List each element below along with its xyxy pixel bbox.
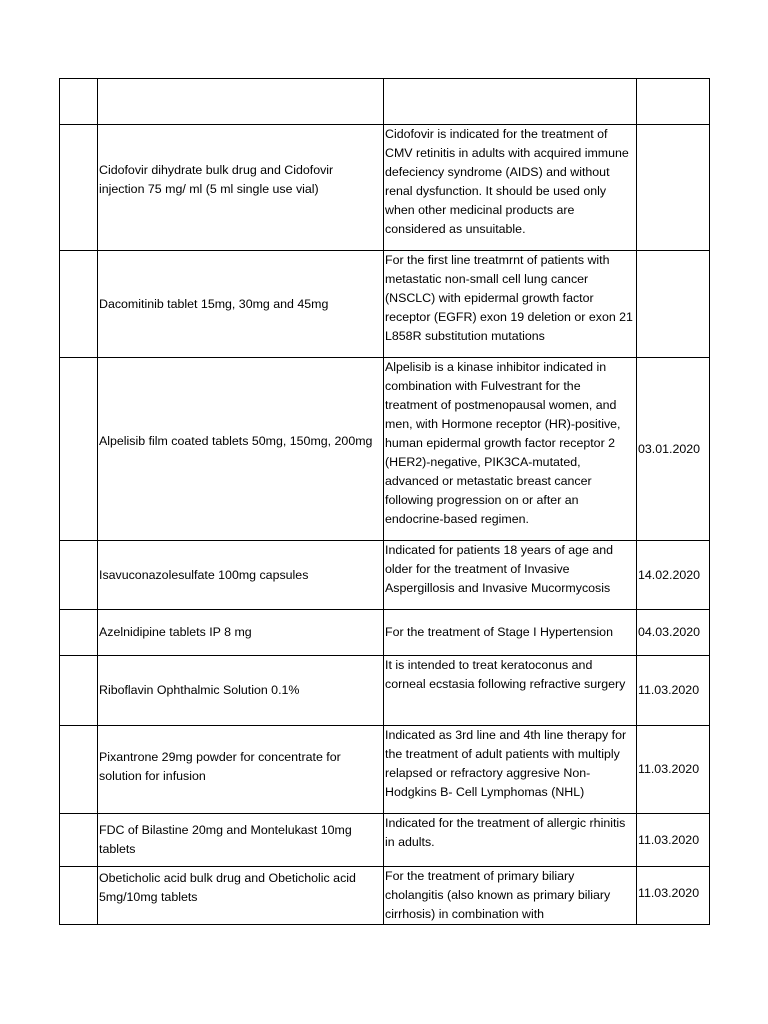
approval-date-cell: 14.02.2020 xyxy=(637,541,710,610)
indication-cell: Indicated for the treatment of allergic rhinitis in adults. xyxy=(384,814,637,867)
row-number-cell xyxy=(60,656,98,726)
row-number-cell xyxy=(60,814,98,867)
indication-cell: For the treatment of primary biliary cholangitis (also known as primary biliary cirrhosis) in combination with xyxy=(384,867,637,925)
drug-name-cell: Dacomitinib tablet 15mg, 30mg and 45mg xyxy=(98,251,384,358)
row-number-cell xyxy=(60,358,98,541)
drug-name-cell: Azelnidipine tablets IP 8 mg xyxy=(98,610,384,656)
row-number-cell xyxy=(60,867,98,925)
table-row xyxy=(60,358,710,541)
row-number-cell xyxy=(60,125,98,251)
drug-name-cell: FDC of Bilastine 20mg and Montelukast 10mg tablets xyxy=(98,814,384,867)
header-cell-2 xyxy=(98,79,384,125)
indication-cell: It is intended to treat keratoconus and corneal ecstasia following refractive surgery xyxy=(384,656,637,726)
drug-name: Obeticholic acid bulk drug and Obeticholic acid 5mg/10mg tablets xyxy=(99,870,356,904)
indication-cell: Alpelisib is a kinase inhibitor indicated in combination with Fulvestrant for the treatment of postmenopausal women, and men, with Hormone receptor (HR)-positive, human epidermal growth factor receptor 2 (HER2)-negative, PIK3CA-mutated, advanced or metastatic breast cancer following progression on or after an endocrine-based regimen. xyxy=(384,358,637,541)
row-number-cell xyxy=(60,726,98,814)
table-row xyxy=(60,726,710,814)
table-row xyxy=(60,125,710,251)
table-header-row xyxy=(60,79,710,125)
header-cell-4 xyxy=(637,79,710,125)
row-number-cell xyxy=(60,610,98,656)
drug-approval-table xyxy=(59,78,710,925)
drug-name-cell xyxy=(98,358,384,541)
approval-date-cell: 03.01.2020 xyxy=(637,358,710,541)
indication-cell: Indicated for patients 18 years of age and older for the treatment of Invasive Aspergillosis and Invasive Mucormycosis xyxy=(384,541,637,610)
approval-date: 11.03.2020 xyxy=(638,886,700,900)
approval-date-cell: 11.03.2020 xyxy=(637,814,710,867)
indication-cell: Indicated as 3rd line and 4th line therapy for the treatment of adult patients with multiply relapsed or refractory aggresive Non-Hodgkins B- Cell Lymphomas (NHL) xyxy=(384,726,637,814)
indication-cell: Cidofovir is indicated for the treatment of CMV retinitis in adults with acquired immune defeciency syndrome (AIDS) and without renal dysfunction. It should be used only when other medicinal products are considered as unsuitable. xyxy=(384,125,637,251)
approval-date-cell xyxy=(637,867,710,925)
table-row xyxy=(60,814,710,867)
approval-date-cell: 04.03.2020 xyxy=(637,610,710,656)
indication-cell: For the treatment of Stage I Hypertension xyxy=(384,610,637,656)
table-row xyxy=(60,656,710,726)
drug-name-cell xyxy=(98,726,384,814)
table-row xyxy=(60,610,710,656)
table-row xyxy=(60,251,710,358)
row-number-cell xyxy=(60,541,98,610)
header-cell-1 xyxy=(60,79,98,125)
approval-date-cell: 11.03.2020 xyxy=(637,726,710,814)
approval-date-cell xyxy=(637,251,710,358)
drug-name: Pixantrone 29mg powder for concentrate for solution for infusion xyxy=(99,749,341,783)
drug-name-cell: Riboflavin Ophthalmic Solution 0.1% xyxy=(98,656,384,726)
drug-name-cell: Isavuconazolesulfate 100mg capsules xyxy=(98,541,384,610)
table-row xyxy=(60,867,710,925)
indication-cell: For the first line treatmrnt of patients with metastatic non-small cell lung cancer (NSCLC) with epidermal growth factor receptor (EGFR) exon 19 deletion or exon 21 L858R substitution mutations xyxy=(384,251,637,358)
drug-name: Alpelisib film coated tablets 50mg, 150mg, 200mg xyxy=(99,433,373,448)
drug-name-cell xyxy=(98,125,384,251)
row-number-cell xyxy=(60,251,98,358)
table-row xyxy=(60,541,710,610)
header-cell-3 xyxy=(384,79,637,125)
drug-name-cell xyxy=(98,867,384,925)
approval-date-cell xyxy=(637,125,710,251)
approval-date-cell: 11.03.2020 xyxy=(637,656,710,726)
drug-name: Cidofovir dihydrate bulk drug and Cidofovir injection 75 mg/ ml (5 ml single use vial) xyxy=(99,162,334,196)
